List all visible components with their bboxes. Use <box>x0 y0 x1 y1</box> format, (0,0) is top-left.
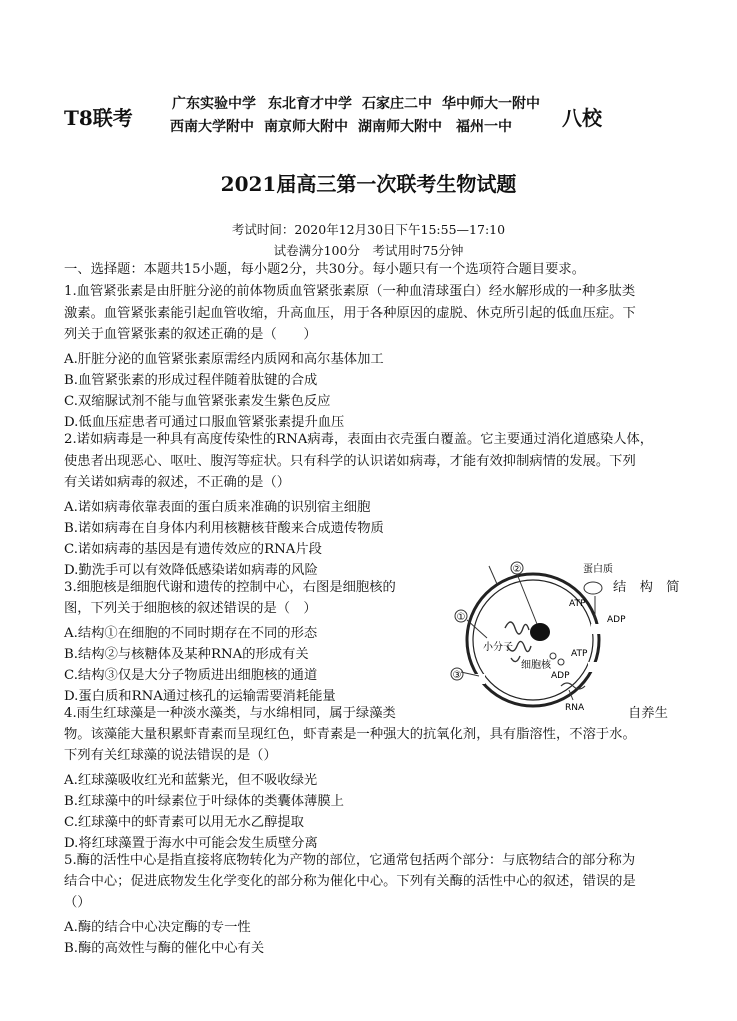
school-name: 东北育才中学 <box>268 96 352 112</box>
answer-option: B.诺如病毒在自身体内利用核糖核苷酸来合成遗传物质 <box>64 521 384 536</box>
answer-option: D.低血压症患者可通过口服血管紧张素提升血压 <box>64 415 345 430</box>
question-text: 激素。血管紧张素能引起血管收缩，升高血压，用于各种原因的虚脱、休克所引起的低血压症。下 <box>64 306 636 321</box>
answer-option: C.结构③仅是大分子物质进出细胞核的通道 <box>64 668 318 683</box>
question-text: 有关诺如病毒的叙述，不正确的是（） <box>64 475 291 490</box>
answer-option: A.结构①在细胞的不同时期存在不同的形态 <box>64 626 318 641</box>
page-title: 2021届高三第一次联考生物试题 <box>220 172 517 196</box>
school-name: 西南大学附中 <box>170 119 254 135</box>
question-text: 自养生 <box>628 706 668 721</box>
answer-option: B.血管紧张素的形成过程伴随着肽键的合成 <box>64 373 318 388</box>
nucleus-diagram <box>445 558 645 718</box>
answer-option: D.勤洗手可以有效降低感染诺如病毒的风险 <box>64 563 318 578</box>
nucleus-label: 细胞核 <box>521 660 551 671</box>
small-molecule <box>550 653 556 659</box>
answer-option: A.肝脏分泌的血管紧张素原需经内质网和高尔基体加工 <box>64 352 384 367</box>
exam-time: 考试时间：2020年12月30日下午15:55—17:10 <box>231 222 506 237</box>
question-text: 下列有关红球藻的说法错误的是（） <box>64 748 277 763</box>
label-1: ① <box>456 612 466 623</box>
answer-option: C.红球藻中的虾青素可以用无水乙醇提取 <box>64 815 304 830</box>
school-name: 广东实验中学 <box>172 96 256 112</box>
question-text: 4.雨生红球藻是一种淡水藻类，与水绵相同，属于绿藻类 <box>64 706 396 721</box>
nuclear-envelope-inner <box>473 580 593 700</box>
question-text: 结 构 简 <box>613 580 680 595</box>
nucleolus <box>530 623 550 641</box>
atp-label: ATP <box>571 649 588 659</box>
pointer-line <box>489 566 497 584</box>
pointer-line <box>467 620 487 638</box>
nuclear-pore <box>588 662 598 672</box>
school-name: 福州一中 <box>456 119 512 135</box>
answer-option: C.诺如病毒的基因是有遗传效应的RNA片段 <box>64 542 322 557</box>
answer-option: A.诺如病毒依靠表面的蛋白质来准确的识别宿主细胞 <box>64 500 371 515</box>
rna-label: RNA <box>565 703 585 713</box>
answer-option: D.蛋白质和RNA通过核孔的运输需要消耗能量 <box>64 689 336 704</box>
answer-option: A.红球藻吸收红光和蓝紫光，但不吸收绿光 <box>64 773 318 788</box>
section-heading: 一、选择题：本题共15小题，每小题2分，共30分。每小题只有一个选项符合题目要求。 <box>64 262 585 277</box>
question-text: 物。该藻能大量积累虾青素而呈现红色，虾青素是一种强大的抗氧化剂，具有脂溶性，不溶于水。 <box>64 727 636 742</box>
answer-option: C.双缩脲试剂不能与血管紧张素发生紫色反应 <box>64 394 331 409</box>
nuclear-envelope-outer <box>467 574 599 706</box>
answer-option: B.酶的高效性与酶的催化中心有关 <box>64 941 265 956</box>
question-text: 2.诺如病毒是一种具有高度传染性的RNA病毒，表面由衣壳蛋白覆盖。它主要通过消化道感染人体， <box>64 432 654 447</box>
protein-label: 蛋白质 <box>583 564 613 575</box>
atp-label: ATP <box>569 599 586 609</box>
answer-option: B.红球藻中的叶绿素位于叶绿体的类囊体薄膜上 <box>64 794 344 809</box>
question-text: 5.酶的活性中心是指直接将底物转化为产物的部位，它通常包括两个部分：与底物结合的部分称为 <box>64 853 636 868</box>
eight-schools-label: 八校 <box>562 106 602 130</box>
answer-option: A.酶的结合中心决定酶的专一性 <box>64 920 251 935</box>
label-2: ② <box>512 564 522 575</box>
question-text: （） <box>64 895 91 910</box>
question-text: 列关于血管紧张素的叙述正确的是（ ） <box>64 327 317 342</box>
label-3: ③ <box>452 670 462 681</box>
adp-label: ADP <box>551 671 570 681</box>
question-text: 3.细胞核是细胞代谢和遗传的控制中心，右图是细胞核的 <box>64 580 396 595</box>
answer-option: D.将红球藻置于海水中可能会发生质壁分离 <box>64 836 318 851</box>
exam-union-label: T8联考 <box>64 106 133 130</box>
school-name: 湖南师大附中 <box>358 119 442 135</box>
nuclear-pore <box>591 624 601 634</box>
question-text: 使患者出现恶心、呕吐、腹泻等症状。只有科学的认识诺如病毒，才能有效抑制病情的发展。下列 <box>64 454 636 469</box>
exam-info: 试卷满分100分 考试用时75分钟 <box>273 243 464 258</box>
pointer-line <box>517 574 537 624</box>
adp-label: ADP <box>607 615 626 625</box>
small-molecule <box>558 659 564 665</box>
answer-option: B.结构②与核糖体及某种RNA的形成有关 <box>64 647 309 662</box>
protein <box>584 582 602 594</box>
small-molecule-label: 小分子 <box>483 642 513 653</box>
school-name: 华中师大一附中 <box>442 96 540 112</box>
question-text: 结合中心；促进底物发生化学变化的部分称为催化中心。下列有关酶的活性中心的叙述，错误的是 <box>64 874 636 889</box>
school-name: 南京师大附中 <box>264 119 348 135</box>
question-text: 1.血管紧张素是由肝脏分泌的前体物质血管紧张素原（一种血清球蛋白）经水解形成的一种多肽类 <box>64 284 636 299</box>
nucleus-diagram-svg <box>445 558 645 718</box>
school-name: 石家庄二中 <box>362 96 432 112</box>
question-text: 图，下列关于细胞核的叙述错误的是（ ） <box>64 601 317 616</box>
